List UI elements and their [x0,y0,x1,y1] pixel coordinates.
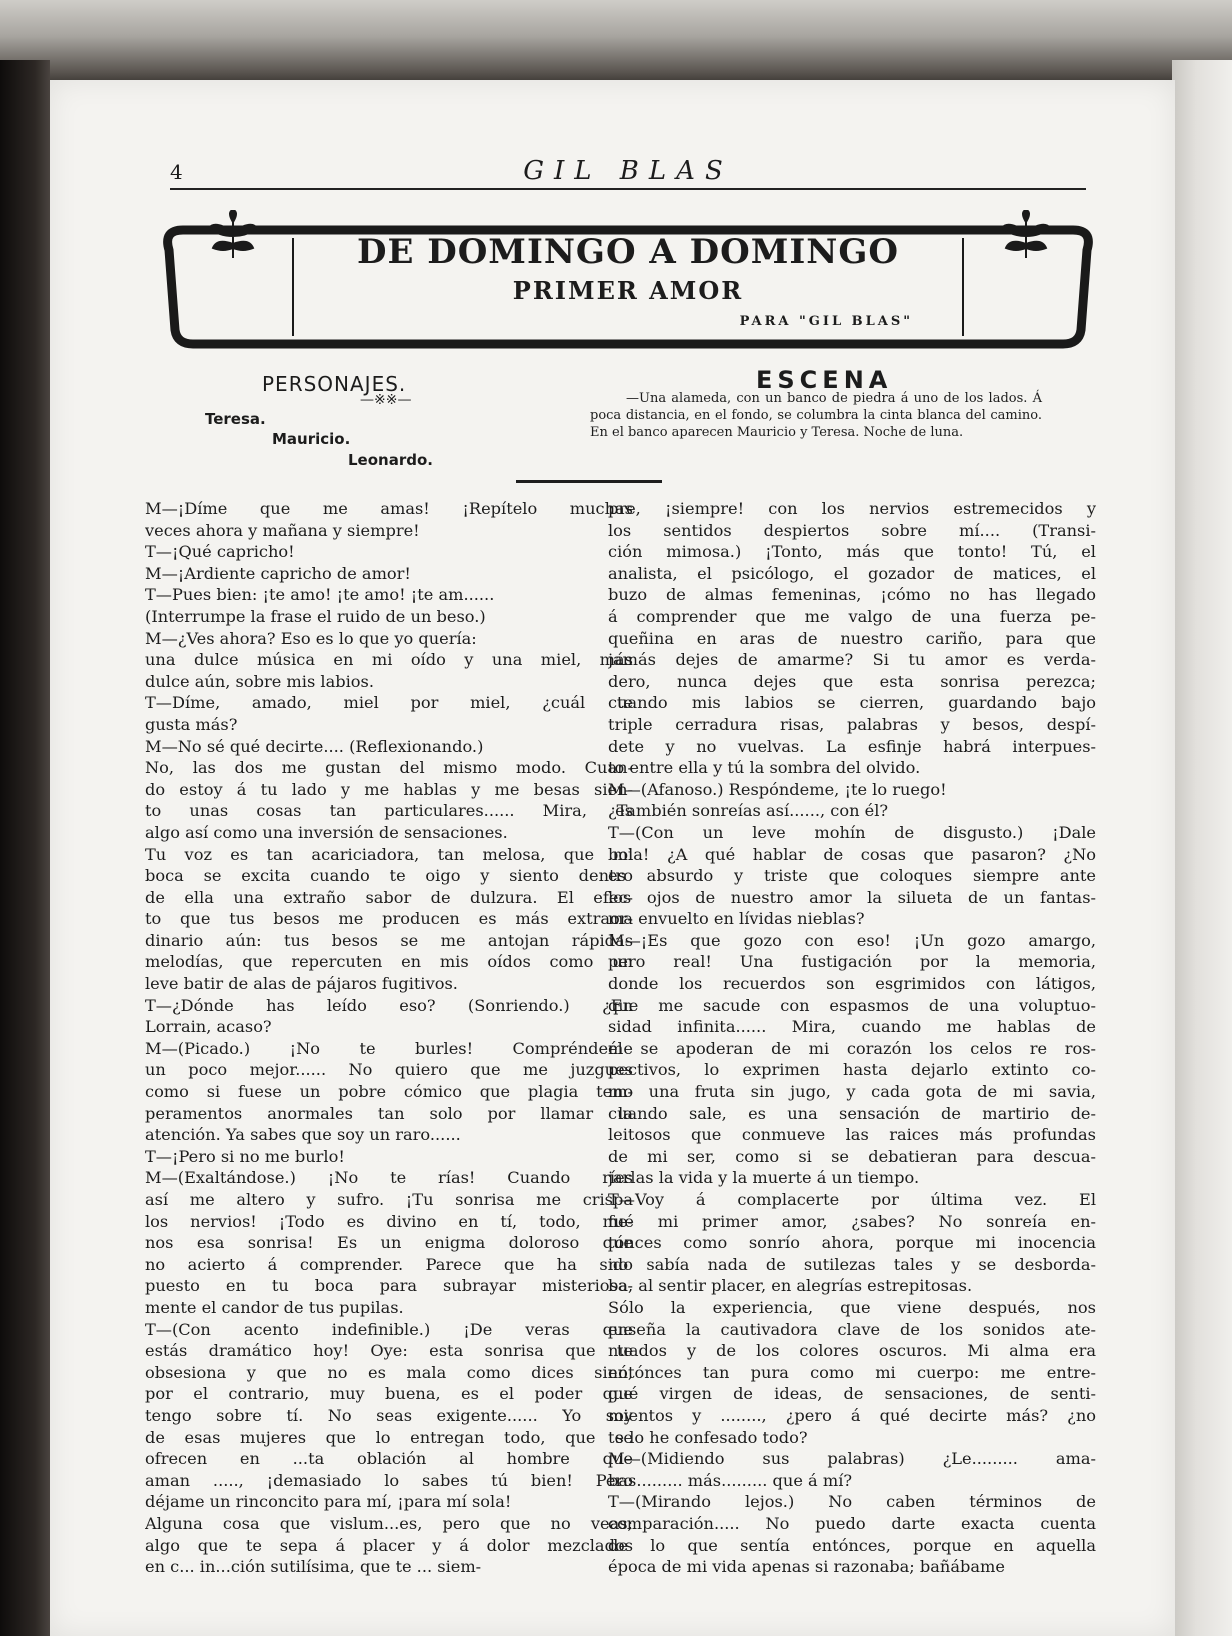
text-line: M—(Picado.) ¡No te burles! Compréndeme [145,1038,633,1058]
escena-heading: ESCENA [756,366,893,394]
text-line: ma envuelto en lívidas nieblas? [608,909,865,929]
text-line: mientos y ........, ¿pero á qué decirte más? ¿no [608,1405,1096,1425]
text-line: nuados y de los colores oscuros. Mi alma era [608,1341,1096,1361]
text-line: leitosos que conmueve las raices más profundas [608,1125,1096,1145]
text-line: algo que te sepa á placer y á dolor mezclados [145,1535,633,1555]
text-line: cuando mis labios se cierren, guardando bajo [608,693,1096,713]
text-line: que me sacude con espasmos de una voluptuo- [608,995,1096,1015]
text-line: él se apoderan de mi corazón los celos re ros- [608,1038,1096,1058]
character-name: Mauricio. [272,430,351,448]
character-name: Teresa. [205,410,266,428]
text-line: M—(Midiendo sus palabras) ¿Le......... ama- [608,1449,1096,1469]
text-line: melodías, que repercuten en mis oídos como un [145,952,633,972]
text-line: boca se excita cuando te oigo y siento dentro [145,866,633,886]
newspaper-page [50,80,1175,1636]
text-line: de mi ser, como si se debatieran para descua- [608,1146,1096,1166]
page-number: 4 [170,160,183,184]
leaf-ornament-icon [203,210,263,260]
text-line: de lo que sentía entónces, porque en aquella [608,1535,1096,1555]
escena-description: —Una alameda, con un banco de piedra á uno de los lados. Á poca distancia, en el fondo, se columbra la cinta blanca del camino. En el banco aparecen Mauricio y Teresa. Noche de luna. [590,391,1042,440]
article-title: DE DOMINGO A DOMINGO [356,232,900,272]
text-line: to unas cosas tan particulares...... Mira, es [145,801,633,821]
text-line: los ojos de nuestro amor la silueta de un fantas- [608,887,1096,907]
text-line: así me altero y sufro. ¡Tu sonrisa me crispa [145,1190,633,1209]
text-line: por el contrario, muy buena, es el poder que [145,1384,633,1404]
article-subtitle: PRIMER AMOR [512,276,744,305]
text-line: un poco mejor...... No quiero que me juzgues [145,1060,633,1080]
text-line: veces ahora y mañana y siempre! [145,520,420,540]
text-line: fué mi primer amor, ¿sabes? No sonreía en- [608,1211,1096,1231]
text-line: una dulce música en mi oído y una miel, más [145,650,633,670]
running-title: GIL BLAS [523,156,733,186]
text-line: en c... in...ción sutilísima, que te ... siem- [145,1557,482,1577]
text-line: buzo de almas femeninas, ¡cómo no has llegado [608,585,1096,605]
text-line: donde los recuerdos son esgrimidos con látigos, [608,974,1096,994]
text-line: á comprender que me valgo de una fuerza pe- [608,606,1096,626]
text-line: T—(Mirando lejos.) No caben términos de [608,1492,1096,1512]
text-line: algo así como una inversión de sensaciones. [145,822,508,842]
text-line: déjame un rinconcito para mí, ¡para mí sola! [145,1492,512,1512]
text-line: de ella una extraño sabor de dulzura. El efec- [145,887,633,907]
text-line: dinario aún: tus besos se me antojan rápidas [145,930,633,950]
text-line: nos esa sonrisa! Es un enigma doloroso que [145,1233,633,1253]
text-line: gué virgen de ideas, de sensaciones, de senti- [608,1384,1096,1404]
text-line: mente el candor de tus pupilas. [145,1297,404,1317]
text-line: (Interrumpe la frase el ruido de un beso.) [145,606,486,626]
text-line: tónces como sonrío ahora, porque mi inocencia [608,1233,1096,1253]
text-line: comparación..... No puedo darte exacta cuenta [608,1513,1096,1533]
text-line: ofrecen en ...ta oblación al hombre que [145,1449,633,1469]
leaf-ornament-icon [996,210,1056,260]
text-line: bas......... más......... que á mí? [608,1470,853,1490]
text-line: to que tus besos me producen es más extraor- [145,909,633,929]
text-line: M—¡Ardiente capricho de amor! [145,563,411,583]
text-line: gusta más? [145,714,238,734]
text-line: peramentos anormales tan solo por llamar la [145,1103,633,1123]
text-line: triple cerradura risas, palabras y besos, despí- [608,714,1096,734]
article-dedication: PARA "GIL BLAS" [739,314,913,329]
text-line: T—¿Dónde has leído eso? (Sonriendo.) ¿En [145,995,633,1015]
text-line: estás dramático hoy! Oye: esta sonrisa que te [145,1341,633,1361]
text-line: pero real! Una fustigación por la memoria, [608,952,1096,972]
character-name: Leonardo. [348,451,433,469]
text-line: pectivos, lo exprimen hasta dejarlo extinto co- [608,1060,1096,1080]
text-line: entónces tan pura como mi cuerpo: me entre- [608,1362,1096,1382]
text-line: T—¡Pero si no me burlo! [145,1146,345,1166]
text-line: T—Voy á complacerte por última vez. El [608,1190,1096,1209]
text-line: dulce aún, sobre mis labios. [145,671,374,691]
text-line: T—(Con un leve mohín de disgusto.) ¡Dale [608,822,1096,842]
scan-border-left [0,60,50,1636]
text-line: to entre ella y tú la sombra del olvido. [608,758,921,778]
text-line: de esas mujeres que lo entregan todo, que se [145,1427,633,1447]
text-line: ción mimosa.) ¡Tonto, más que tonto! Tú, el [608,542,1096,562]
text-line: leve batir de alas de pájaros fugitivos. [145,974,458,994]
text-line: T—¡Qué capricho! [145,542,295,562]
text-line: época de mi vida apenas si razonaba; bañábame [608,1557,1005,1577]
text-line: M—¡Es que gozo con eso! ¡Un gozo amargo, [608,930,1096,950]
text-line: tengo sobre tí. No seas exigente...... Yo soy [145,1405,633,1425]
text-column-right [608,498,1096,1578]
personajes-heading: PERSONAJES. [262,372,407,396]
text-line: obsesiona y que no es mala como dices sinó, [145,1362,633,1382]
text-line: T—Pues bien: ¡te amo! ¡te amo! ¡te am...... [145,585,495,605]
text-line: M—¿Ves ahora? Eso es lo que yo quería: [145,628,477,648]
text-line: M—¡Díme que me amas! ¡Repítelo muchas [145,499,633,518]
text-line: ba, al sentir placer, en alegrías estrepitosas. [608,1276,973,1296]
text-line: te lo he confesado todo? [608,1427,808,1447]
text-line: T—(Con acento indefinible.) ¡De veras que [145,1319,633,1339]
text-line: Lorrain, acaso? [145,1017,272,1037]
text-line: Sólo la experiencia, que viene después, nos [608,1297,1096,1317]
text-line: bola! ¿A qué hablar de cosas que pasaron? ¿No [608,844,1096,864]
text-line: analista, el psicólogo, el gozador de matices, el [608,563,1096,583]
text-line: no acierto á comprender. Parece que ha sido [145,1254,633,1274]
text-line: dete y no vuelvas. La esfinje habrá interpues- [608,736,1096,756]
text-line: queñina en aras de nuestro cariño, para que [608,628,1096,648]
text-line: jamás dejes de amarme? Si tu amor es verda- [608,650,1096,670]
text-line: T—Díme, amado, miel por miel, ¿cuál te [145,693,633,713]
text-line: jarlas la vida y la muerte á un tiempo. [608,1168,920,1188]
text-line: aman ....., ¡demasiado lo sabes tú bien! Pero [145,1470,633,1490]
personajes-ornament: —※※— [360,392,412,408]
text-column-left [145,498,633,1578]
page-header [170,156,1086,190]
text-line: M—(Exaltándose.) ¡No te rías! Cuando ríes [145,1168,633,1188]
text-line: pre, ¡siempre! con los nervios estremecidos y [608,499,1096,518]
title-banner [163,210,1093,350]
section-divider [516,480,662,483]
text-line: M—No sé qué decirte.... (Reflexionando.) [145,736,484,756]
text-line: enseña la cautivadora clave de los sonidos ate- [608,1319,1096,1339]
text-line: puesto en tu boca para subrayar misteriosa- [145,1276,633,1296]
text-line: Tu voz es tan acariciadora, tan melosa, que mi [145,844,633,864]
text-line: los nervios! ¡Todo es divino en tí, todo, me- [145,1211,633,1231]
text-line: es absurdo y triste que coloques siempre ante [608,866,1096,886]
scan-border-right [1172,60,1232,1636]
text-line: sidad infinita...... Mira, cuando me hablas de [608,1017,1096,1037]
text-line: mo una fruta sin jugo, y cada gota de mi savia, [608,1082,1096,1102]
text-line: como si fuese un pobre cómico que plagia tem- [145,1082,633,1102]
scan-border-top [0,0,1232,90]
text-line: atención. Ya sabes que soy un raro...... [145,1125,461,1145]
text-line: No, las dos me gustan del mismo modo. Cuan- [145,758,633,778]
text-line: dero, nunca dejes que esta sonrisa perezca; [608,671,1096,691]
text-line: M—(Afanoso.) Respóndeme, ¡te lo ruego! [608,779,947,799]
text-line: los sentidos despiertos sobre mí.... (Transi- [608,520,1096,540]
text-line: cuando sale, es una sensación de martirio de- [608,1103,1096,1123]
text-line: Alguna cosa que vislum...es, pero que no veas; [145,1513,633,1533]
text-line: no sabía nada de sutilezas tales y se desborda- [608,1254,1096,1274]
text-line: do estoy á tu lado y me hablas y me besas sien- [145,779,633,799]
text-line: ¿También sonreías así......, con él? [608,801,889,821]
